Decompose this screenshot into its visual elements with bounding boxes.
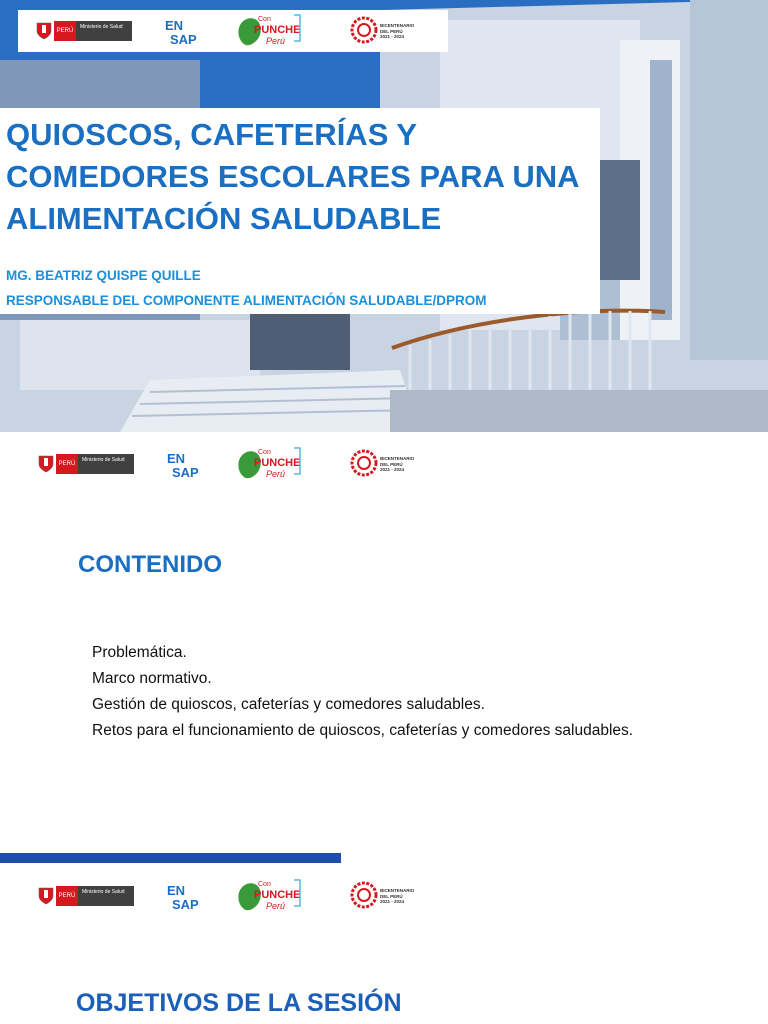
peru-label: PERÚ [56, 454, 78, 474]
svg-text:SAP: SAP [172, 897, 199, 912]
ministry-label: Ministerio de Salud [76, 21, 132, 41]
bicentenario-emblem-icon [350, 881, 378, 909]
contents-list [92, 640, 680, 744]
peru-shield-icon [38, 455, 54, 473]
svg-text:EN: EN [167, 451, 186, 466]
bicentenario-logo [350, 881, 426, 911]
svg-text:Perú: Perú [266, 469, 286, 479]
bicentenario-logo [350, 449, 426, 479]
list-item: Retos para el funcionamiento de quioscos, cafeterías y comedores saludables. [92, 722, 634, 739]
peru-label: PERÚ [54, 21, 76, 41]
top-logo-bar [18, 10, 448, 52]
blue-divider [0, 853, 341, 863]
con-punche-peru-logo [236, 444, 302, 484]
author-name: MG. BEATRIZ QUISPE QUILLE [6, 268, 201, 283]
presentation-title: QUIOSCOS, CAFETERÍAS Y COMEDORES ESCOLARES PARA UNA ALIMENTACIÓN SALUDABLE [6, 117, 579, 236]
ensap-logo [166, 879, 200, 913]
minsa-logo [38, 453, 134, 475]
bicentenario-logo [350, 16, 426, 46]
ministry-label: Ministerio de Salud [78, 454, 134, 474]
minsa-logo [38, 885, 134, 907]
svg-text:Perú: Perú [266, 901, 286, 911]
ensap-logo [164, 14, 198, 48]
con-punche-peru-logo [236, 11, 302, 51]
svg-text:Perú: Perú [266, 36, 286, 46]
peru-shield-icon [38, 887, 54, 905]
con-punche-peru-logo [236, 876, 302, 916]
svg-text:PUNCHE: PUNCHE [254, 457, 301, 469]
slide2-logo-row [20, 443, 440, 485]
svg-text:EN: EN [165, 18, 184, 33]
svg-text:PUNCHE: PUNCHE [254, 889, 301, 901]
list-item: Problemática. [92, 644, 187, 661]
peru-label: PERÚ [56, 886, 78, 906]
svg-text:Con: Con [258, 881, 271, 888]
bicentenario-text: BICENTENARIO DEL PERÚ 2021 - 2024 [380, 888, 415, 904]
objectives-heading: OBJETIVOS DE LA SESIÓN [76, 989, 402, 1017]
svg-text:SAP: SAP [170, 32, 197, 47]
svg-text:Con: Con [258, 16, 271, 23]
contents-heading: CONTENIDO [78, 551, 222, 578]
bicentenario-text: BICENTENARIO DEL PERÚ 2021 - 2024 [380, 23, 415, 39]
bicentenario-emblem-icon [350, 449, 378, 477]
svg-text:Con: Con [258, 449, 271, 456]
ensap-logo [166, 447, 200, 481]
bicentenario-emblem-icon [350, 16, 378, 44]
title-slide [0, 0, 768, 432]
list-item: Gestión de quioscos, cafeterías y comedores saludables. [92, 696, 485, 713]
bicentenario-text: BICENTENARIO DEL PERÚ 2021 - 2024 [380, 456, 415, 472]
author-role: RESPONSABLE DEL COMPONENTE ALIMENTACIÓN SALUDABLE/DPROM [6, 293, 487, 308]
svg-text:EN: EN [167, 883, 186, 898]
list-item: Marco normativo. [92, 670, 212, 687]
svg-text:PUNCHE: PUNCHE [254, 24, 301, 36]
svg-text:SAP: SAP [172, 465, 199, 480]
slide3-logo-row [20, 875, 440, 917]
peru-shield-icon [36, 22, 52, 40]
minsa-logo [36, 20, 132, 42]
ministry-label: Ministerio de Salud [78, 886, 134, 906]
